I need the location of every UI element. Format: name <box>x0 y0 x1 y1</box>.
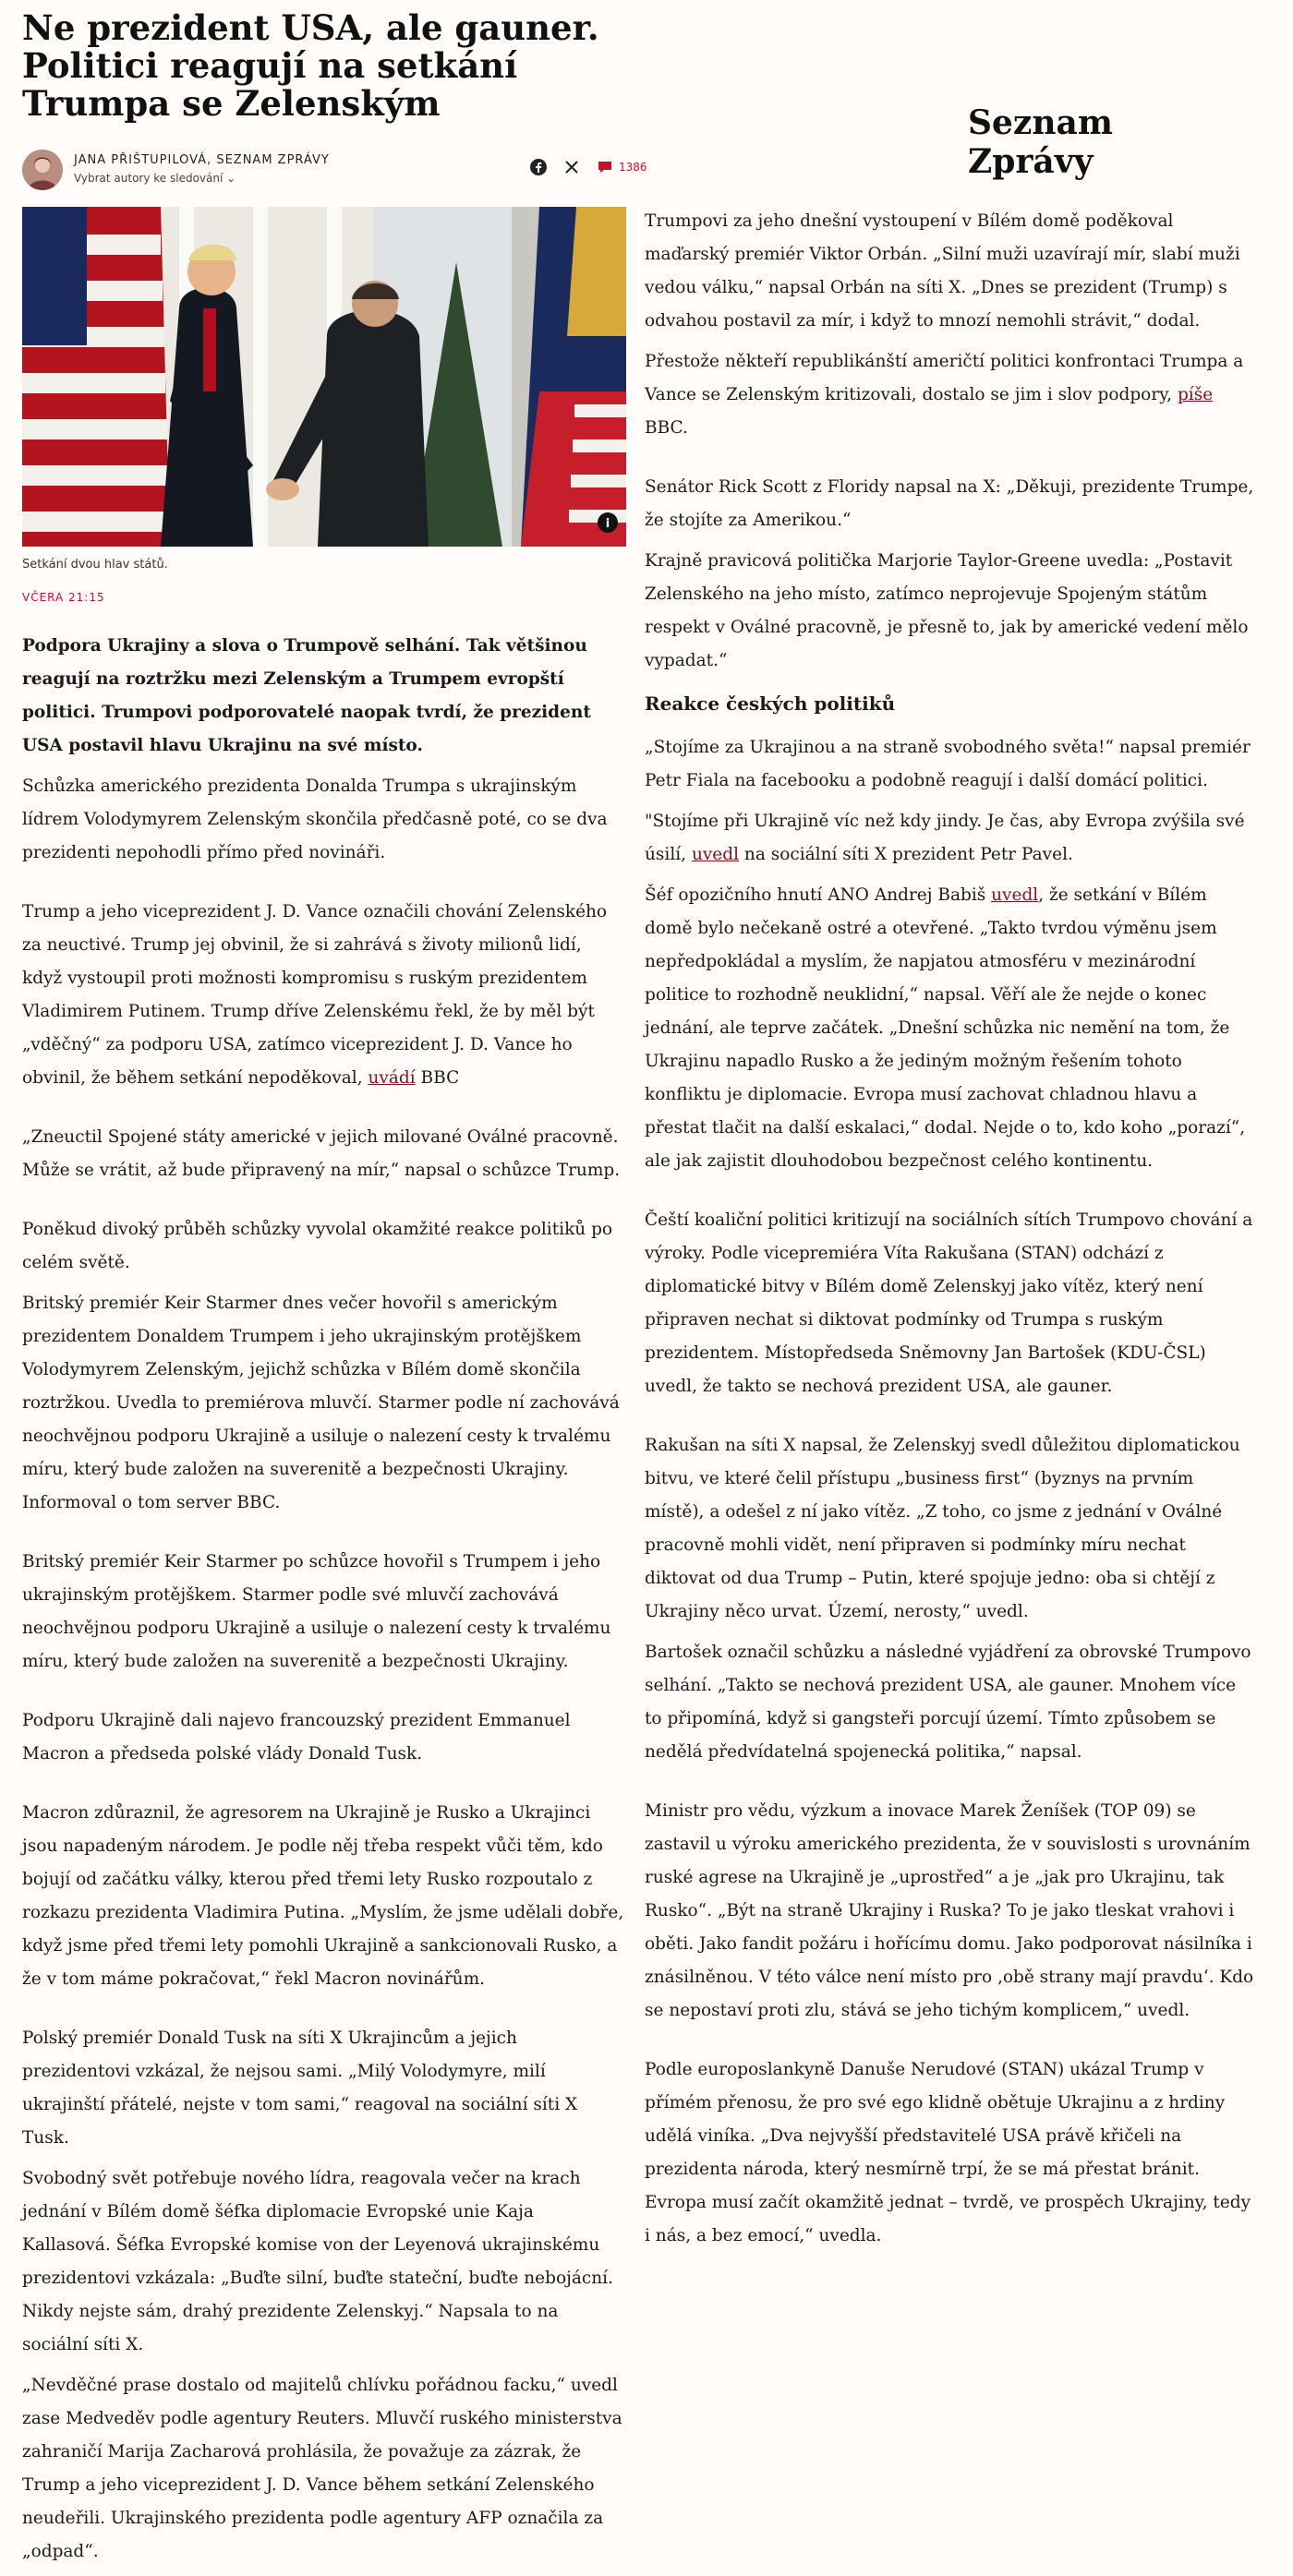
article-headline: Ne prezident USA, ale gauner. Politici reagují na setkání Trumpa se Zelenským <box>22 7 599 124</box>
paragraph: Britský premiér Keir Starmer po schůzce hovořil s Trumpem i jeho ukrajinským protějškem. Starmer podle své mluvčí zachovává neochvějnou podporu Ukrajině a usiluje o nalezení cesty k trvalému míru, který bude založen na suverenitě a bezpečnosti Ukrajiny. <box>22 1552 611 1671</box>
publish-date: VČERA 21:15 <box>22 591 105 604</box>
paragraph: Senátor Rick Scott z Floridy napsal na X: „Děkuji, prezidente Trumpe, že stojíte za Amerikou.“ <box>645 477 1254 530</box>
paragraph: Bartošek označil schůzku a následné vyjádření za obrovské Trumpovo selhání. „Takto se nechová prezident USA, ale gauner. Mnohem více to připomíná, když si gangsteři porcují území. Tímto způsobem se nedělá předvídatelná spojenecká politika,“ napsal. <box>645 1643 1251 1762</box>
byline <box>22 148 647 196</box>
paragraph: Britský premiér Keir Starmer dnes večer hovořil s americkým prezidentem Donaldem Trumpem i jeho ukrajinským protějškem Volodymyrem Zelenským, jejichž schůzka v Bílém domě skončila roztržkou. Uvedla to premiérova mluvčí. Starmer podle ní zachovává neochvějnou podporu Ukrajině a usiluje o nalezení cesty k trvalému míru, který bude založen na suverenitě a bezpečnosti Ukrajiny. Informoval o tom server BBC. <box>22 1294 620 1512</box>
source-link-babis[interactable]: uvedl <box>991 885 1039 905</box>
paragraph: Svobodný svět potřebuje nového lídra, reagovala večer na krach jednání v Bílém domě šéfka diplomacie Evropské unie Kaja Kallasová. Šéfka Evropské komise von der Leyenová ukrajinskému prezidentovi vzkázala: „Buďte silní, buďte stateční, buďte nebojácní. Nikdy nejste sám, drahý prezidente Zelenskyj.“ Napsala to na sociální síti X. <box>22 2169 613 2354</box>
lead-paragraph: Podpora Ukrajiny a slova o Trumpově selhání. Tak většinou reagují na roztržku mezi Zelenským a Trumpem evropští politici. Trumpovi podporovatelé naopak tvrdí, že prezident USA postavil hlavu Ukrajinu na své místo. <box>22 636 591 755</box>
paragraph-text-end: na sociální síti X prezident Petr Pavel. <box>743 845 1073 864</box>
paragraph: „Stojíme za Ukrajinou a na straně svobodného světa!“ napsal premiér Petr Fiala na facebooku a podobně reagují i další domácí politici. <box>645 738 1251 790</box>
paragraph: Trumpovi za jeho dnešní vystoupení v Bílém domě poděkoval maďarský premiér Viktor Orbán. „Silní muži uzavírají mír, slabí muži vedou válku,“ napsal Orbán na síti X. „Dnes se prezident (Trump) s odvahou postavil za mír, i když to mnozí nemohli strávit,“ dodal. <box>645 211 1240 331</box>
author-name[interactable]: JANA PŘIŠTUPILOVÁ, SEZNAM ZPRÁVY <box>74 153 330 167</box>
paragraph <box>645 879 1254 1178</box>
paragraph <box>645 805 1254 872</box>
article-photo[interactable] <box>22 207 626 547</box>
follow-authors-label: Vybrat autory ke sledování <box>74 172 224 185</box>
paragraph-text-start: Šéf opozičního hnutí ANO Andrej Babiš <box>645 885 986 905</box>
x-twitter-icon[interactable] <box>562 157 582 177</box>
paragraph: Polský premiér Donald Tusk na síti X Ukrajincům a jejich prezidentovi vzkázal, že nejsou sami. „Milý Volodymyre, milí ukrajinští přátelé, nejste v tom sami,“ reagoval na sociální síti X Tusk. <box>22 2028 578 2148</box>
author-avatar[interactable] <box>22 150 63 190</box>
paragraph-text: Trump a jeho viceprezident J. D. Vance označili chování Zelenského za neuctivé. Trump jej obvinil, že si zahrává s životy milionů lidí, když vystoupil proti možnosti kompromisu s ruským prezidentem Vladimirem Putinem. Trump dříve Zelenskému řekl, že by měl být „vděčný“ za podporu USA, zatímco viceprezident J. D. Vance ho obvinil, že během setkání nepoděkoval, <box>22 902 608 1088</box>
source-link-pavel[interactable]: uvedl <box>691 845 740 864</box>
brand-logo[interactable]: Seznam Zprávy <box>968 103 1113 181</box>
article-column-right <box>645 205 1254 2260</box>
paragraph: Schůzka amerického prezidenta Donalda Trumpa s ukrajinským lídrem Volodymyrem Zelenským skončila předčasně poté, co se dva prezidenti nepohodli přímo před novináři. <box>22 776 608 862</box>
paragraph: „Nevděčné prase dostalo od majitelů chlívku pořádnou facku,“ uvedl zase Medveděv podle agentury Reuters. Mluvčí ruského ministerstva zahraničí Marija Zacharová prohlásila, že považuje za zázrak, že Trump a jeho viceprezident J. D. Vance během setkání Zelenského neudeřili. Ukrajinského prezidenta podle agentury AFP označila za „odpad“. <box>22 2376 622 2561</box>
section-subheading: Reakce českých politiků <box>645 692 896 715</box>
paragraph: Krajně pravicová političkа Marjorie Taylor-Greene uvedla: „Postavit Zelenského na jeho místo, zatímco neprojevuje Spojeným státům respekt v Oválné pracovně, je přesně to, jak by americké vedení mělo vypadat.“ <box>645 551 1249 670</box>
paragraph-text-end: BBC. <box>645 418 688 438</box>
share-bar <box>528 157 647 177</box>
follow-authors-link[interactable] <box>74 172 236 185</box>
paragraph-text: Přestože někteří republikánští američtí politici konfrontaci Trumpa a Vance se Zelenským kritizovali, dostalo se jim i slov podpory, <box>645 352 1244 404</box>
paragraph <box>645 345 1254 445</box>
paragraph-text: , že setkání v Bílém domě bylo nečekaně ostré a otevřené. „Takto tvrdou výměnu jsem nepředpokládal a myslím, že napjatou atmosféru v mezinárodní politice to rozhodně neuklidní,“ napsal. Věří ale že nejde o konec jednání, ale teprve začátek. „Dnešní schůzka nic nemění na tom, že Ukrajinu napadlo Rusko a že jediným možným řešením tohoto konfliktu je diplomacie. Evropa musí zachovat chladnou hlavu a přestat tlačit na další eskalaci,“ dodal. Nejde o to, kdo koho „porazí“, ale jak zajistit dlouhodobou bezpečnost celého kontinentu. <box>645 885 1246 1171</box>
paragraph: Rakušan na síti X napsal, že Zelenskyj svedl důležitou diplomatickou bitvu, ve které čelil přístupu „business first“ (byznys na prvním místě), a odešel z ní jako vítěz. „Z toho, co jsme z jednání v Oválné pracovně mohli vidět, není připraven si podmínky míru nechat diktovat od dua Trump – Putin, které spojuje jedno: oba si chtějí z Ukrajiny něco urvat. Území, nerosty,“ uvedl. <box>645 1436 1240 1621</box>
paragraph: „Zneuctil Spojené státy americké v jejich milované Oválné pracovně. Může se vrátit, až bude připravený na mír,“ napsal o schůzce Trump. <box>22 1127 621 1180</box>
photo-caption: Setkání dvou hlav států. <box>22 558 168 572</box>
paragraph: Macron zdůraznil, že agresorem na Ukrajině je Rusko a Ukrajinci jsou napadeným národem. Je podle něj třeba respekt vůči těm, kdo bojují od začátku války, kterou před třemi lety Rusko rozpoutalo z rozkazu prezidenta Vladimira Putina. „Myslím, že jsme udělali dobře, když jsme před třemi lety pomohli Ukrajině a sankcionovali Rusko, a že v tom máme pokračovat,“ řekl Macron novinářům. <box>22 1803 624 1989</box>
paragraph-text: "Stojíme při Ukrajině víc než kdy jindy. Je čas, aby Evropa zvýšila své úsilí, <box>645 812 1245 864</box>
article-column-left <box>22 630 626 2576</box>
paragraph: Ministr pro vědu, výzkum a inovace Marek Ženíšek (TOP 09) se zastavil u výroku amerického prezidenta, že v souvislosti s urovnáním ruské agrese na Ukrajině je „uprostřed“ a je „jak pro Ukrajinu, tak Rusko“. „Být na straně Ukrajiny i Ruska? To je jako tleskat vrahovi i oběti. Jako fandit požáru i hořícímu domu. Jako podporovat násilníka i znásilněnou. V této válce není místo pro ‚obě strany mají pravdu‘. Kdo se nepostaví proti zlu, stává se jeho tichým komplicem,“ uvedl. <box>645 1801 1254 2020</box>
source-link-bbc[interactable]: píše <box>1177 385 1214 404</box>
paragraph-text-end: BBC <box>420 1068 460 1088</box>
svg-text:i: i <box>605 517 610 531</box>
comments-icon[interactable] <box>595 157 615 177</box>
paragraph <box>22 896 626 1095</box>
comment-count[interactable]: 1386 <box>619 161 647 174</box>
paragraph: Čeští koaliční politici kritizují na sociálních sítích Trumpovo chování a výroky. Podle vicepremiéra Víta Rakušana (STAN) odchází z diplomatické bitvy v Bílém domě Zelenskyj jako vítěz, který není připraven nechat si diktovat podmínky od Trumpa s ruským prezidentem. Místopředseda Sněmovny Jan Bartošek (KDU-ČSL) uvedl, že takto se nechová prezident USA, ale gauner. <box>645 1210 1253 1396</box>
facebook-icon[interactable] <box>528 157 549 177</box>
source-link-bbc[interactable]: uvádí <box>368 1068 416 1088</box>
paragraph: Poněkud divoký průběh schůzky vyvolal okamžité reakce politiků po celém světě. <box>22 1220 613 1272</box>
paragraph: Podle europoslankyně Danuše Nerudové (STAN) ukázal Trump v přímém přenosu, že pro své ego klidně obětuje Ukrajinu a z hrdiny udělá viníka. „Dva nejvyšší představitelé USA právě křičeli na prezidenta národa, který nesmírně trpí, že se má přestat bránit. Evropa musí začít okamžitě jednat – tvrdě, ve prospěch Ukrajiny, tedy i nás, a bez emocí,“ uvedla. <box>645 2060 1251 2245</box>
chevron-down-icon: ⌄ <box>226 172 236 185</box>
paragraph: Podporu Ukrajině dali najevo francouzský prezident Emmanuel Macron a předseda polské vlády Donald Tusk. <box>22 1711 571 1763</box>
